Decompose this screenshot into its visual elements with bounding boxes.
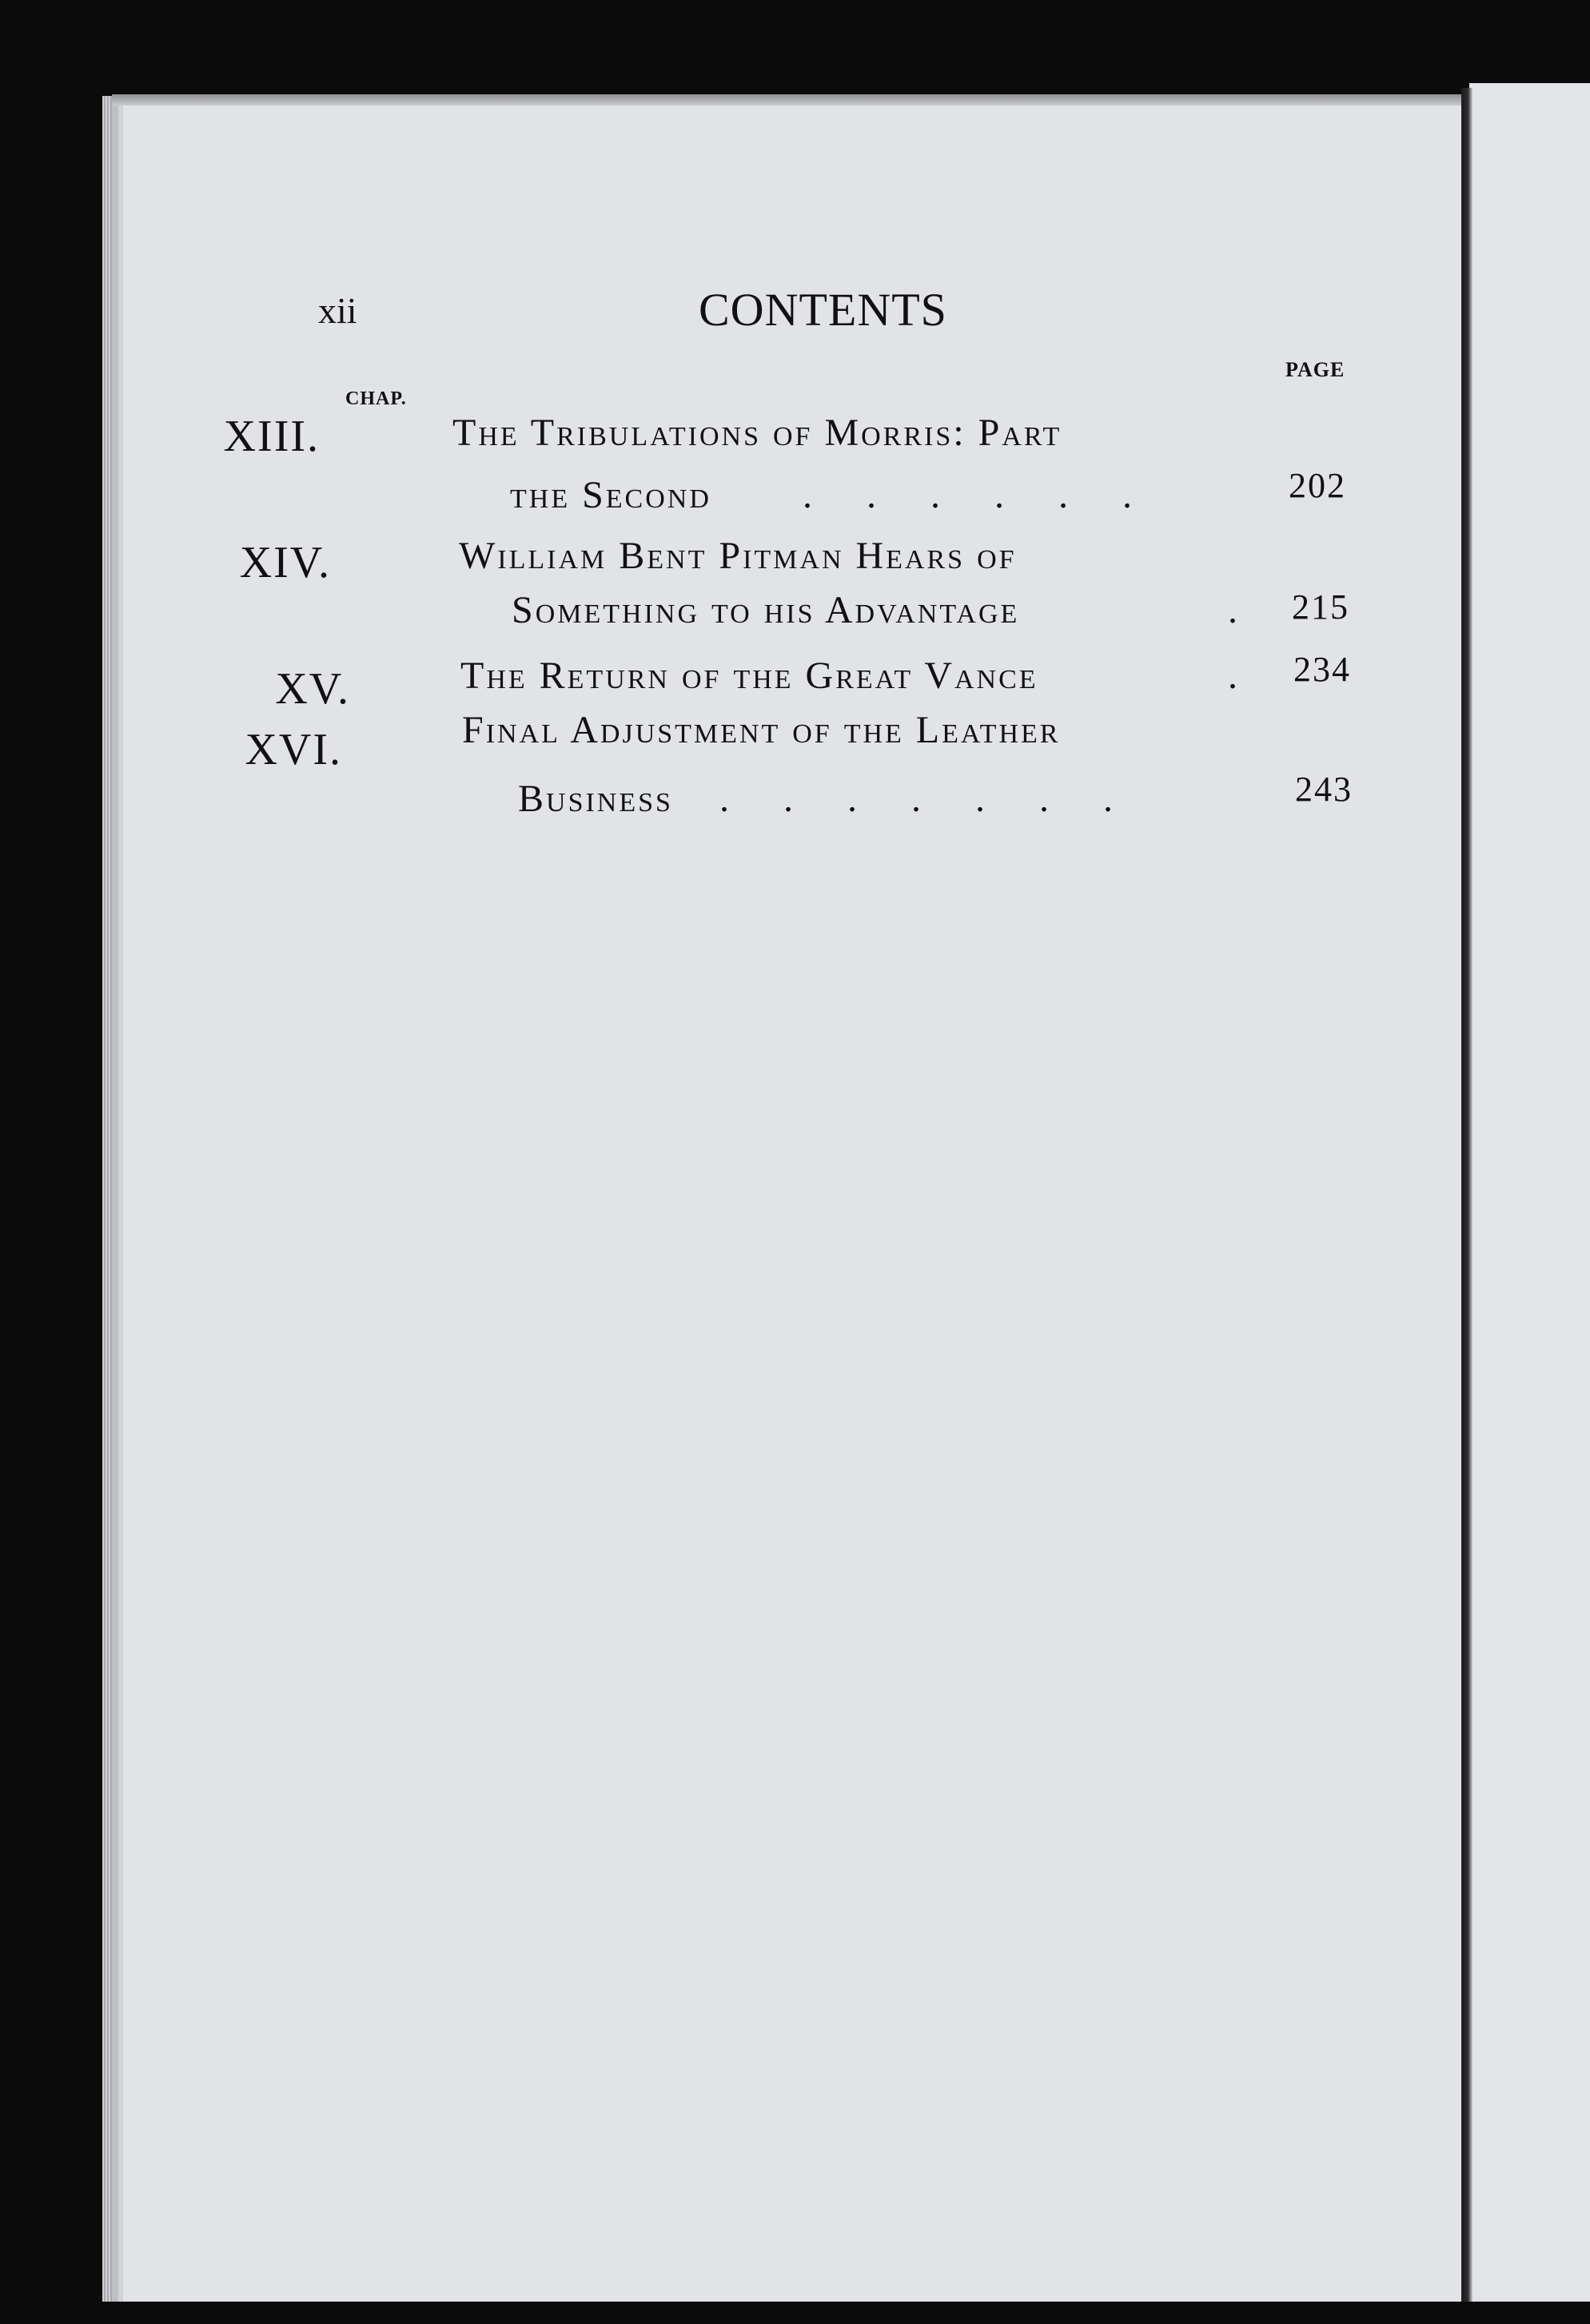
chapter-numeral: XV.	[275, 664, 350, 714]
page-number: 215	[1292, 587, 1349, 627]
page-number: 234	[1293, 650, 1351, 689]
chapter-title-line: Final Adjustment of the Leather	[462, 709, 1061, 751]
book-gutter	[1461, 88, 1472, 2324]
chapter-title-line: The Tribulations of Morris: Part	[452, 412, 1062, 454]
chapter-numeral: XIII.	[223, 412, 320, 461]
dot-leaders: . . . . . . .	[719, 778, 1135, 820]
chapter-title-line: William Bent Pitman Hears of	[459, 535, 1017, 577]
chapter-title-line: The Return of the Great Vance	[460, 655, 1038, 697]
dot-leaders: . . . . . .	[803, 474, 1154, 516]
page-folio: xii	[318, 290, 357, 331]
page-title: CONTENTS	[699, 284, 947, 336]
page-number: 202	[1289, 466, 1346, 505]
chapter-numeral: XVI.	[245, 725, 342, 774]
page-number: 243	[1295, 770, 1353, 809]
chapter-title-line: the Second	[510, 474, 711, 516]
chapter-numeral: XIV.	[239, 538, 331, 587]
scan-background	[0, 2302, 1590, 2324]
chapter-title-line: Business	[518, 778, 673, 820]
page-column-label: PAGE	[1285, 358, 1345, 381]
dot-leaders: .	[1228, 655, 1260, 697]
dot-leaders: .	[1228, 589, 1260, 631]
chapter-title-line: Something to his Advantage	[512, 589, 1020, 631]
chapter-column-label: CHAP.	[345, 388, 407, 409]
page-top-edge	[112, 94, 1463, 105]
right-page	[1469, 83, 1590, 2324]
